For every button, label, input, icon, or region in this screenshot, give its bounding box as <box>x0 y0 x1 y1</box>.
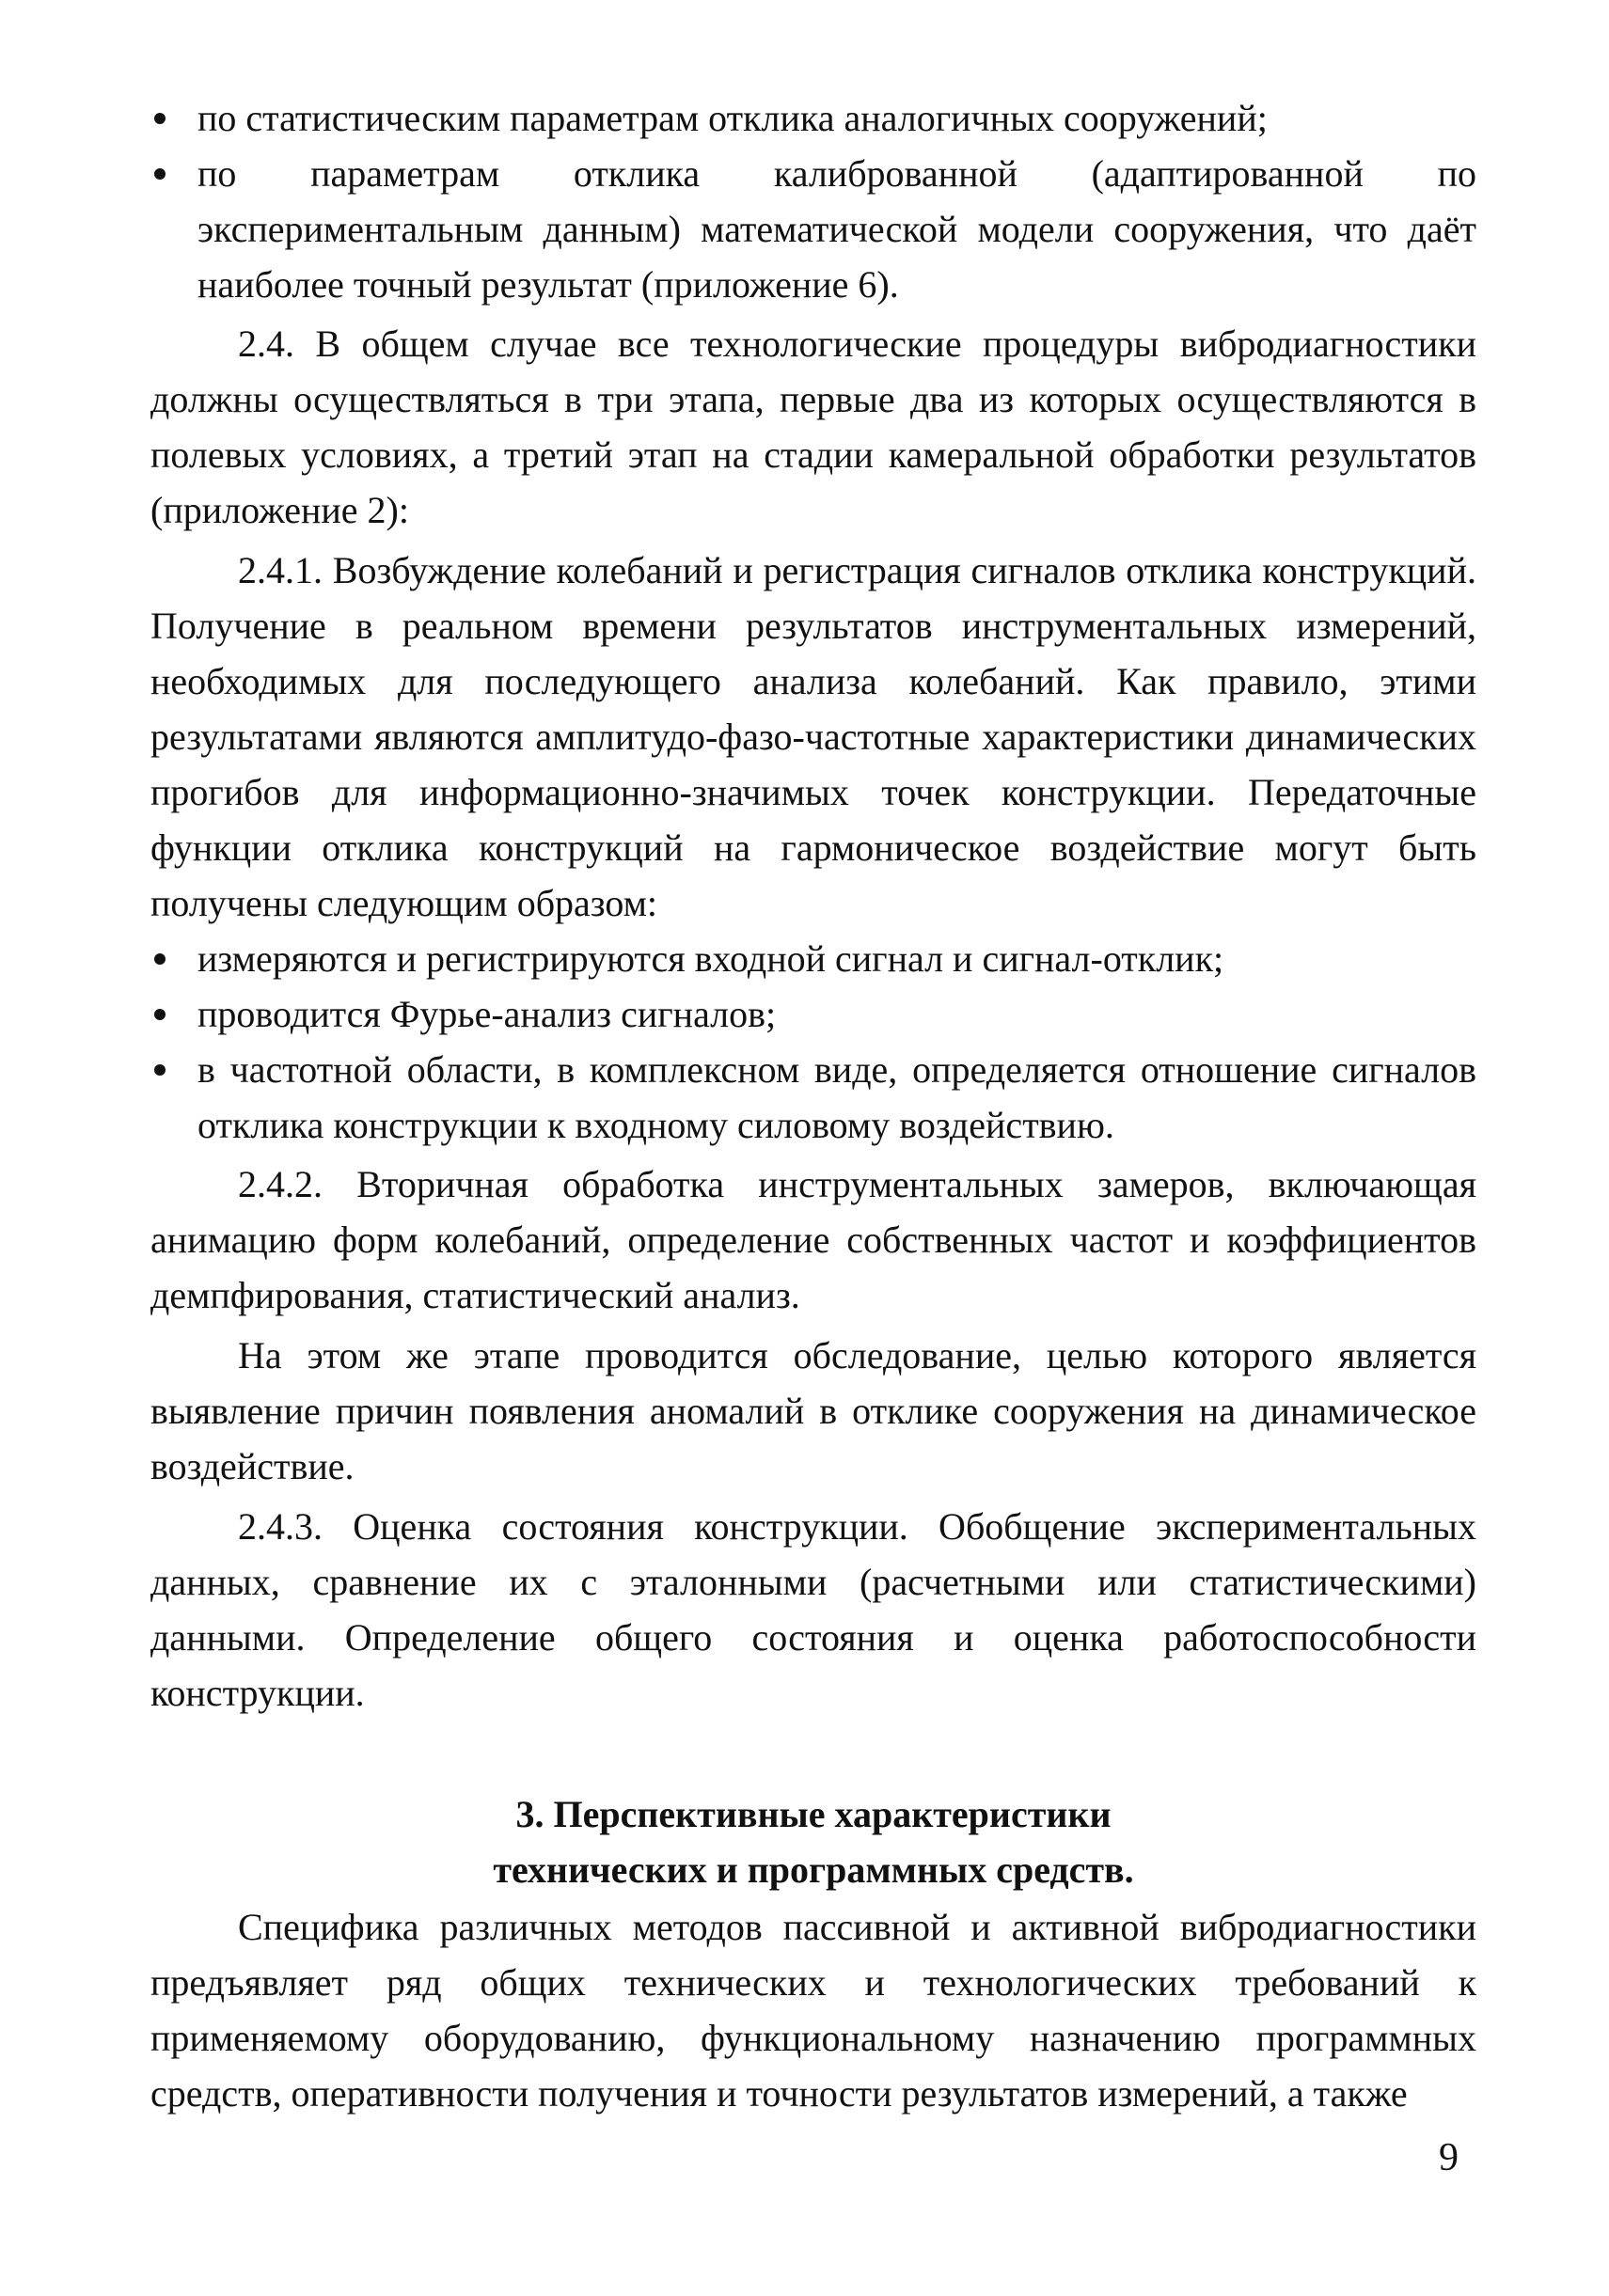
paragraph-2-4: 2.4. В общем случае все технологические процедуры вибродиагностики должны осуществляться в три этапа, первые два из которых осуществляются в полевых условиях, а третий этап на стадии камеральной обработки результатов (приложение 2): <box>150 322 1476 531</box>
paragraph-2-4-3: 2.4.3. Оценка состояния конструкции. Обобщение экспериментальных данных, сравнение их с эталонными (расчетными или статистическими) данными. Определение общего состояния и оценка работоспособности конструкции. <box>150 1505 1476 1714</box>
list-item: измеряются и регистрируются входной сигнал и сигнал-отклик; <box>150 931 1476 986</box>
section-heading-line-1: 3. Перспективные характеристики <box>515 1793 1112 1835</box>
list-item: по статистическим параметрам отклика аналогичных сооружений; <box>150 90 1476 146</box>
bullet-icon <box>154 1064 166 1076</box>
section-heading <box>150 1786 1476 1897</box>
bullet-icon <box>154 168 166 180</box>
bullet-list-mid <box>150 931 1476 1153</box>
bullet-icon <box>154 953 166 965</box>
page-content <box>150 90 1476 2121</box>
bullet-list-top <box>150 90 1476 312</box>
list-item: проводится Фурье-анализ сигналов; <box>150 986 1476 1042</box>
list-item: в частотной области, в комплексном виде, определяется отношение сигналов отклика конструкции к входному силовому воздействию. <box>150 1042 1476 1153</box>
list-item: по параметрам отклика калиброванной (адаптированной по экспериментальным данным) математической модели сооружения, что даёт наиболее точный результат (приложение 6). <box>150 146 1476 312</box>
bullet-icon <box>154 1009 166 1020</box>
section-heading-line-2: технических и программных средств. <box>493 1848 1134 1891</box>
paragraph-stage: На этом же этапе проводится обследование, целью которого является выявление причин появления аномалий в отклике сооружения на динамическое воздействие. <box>150 1334 1476 1487</box>
paragraph-2-4-2: 2.4.2. Вторичная обработка инструментальных замеров, включающая анимацию форм колебаний, определение собственных частот и коэффициентов демпфирования, статистический анализ. <box>150 1163 1476 1316</box>
paragraph-2-4-1: 2.4.1. Возбуждение колебаний и регистрация сигналов отклика конструкций. Получение в реальном времени результатов инструментальных измерений, необходимых для последующего анализа колебаний. Как правило, этими результатами являются амплитудо-фазо-частотные характеристики динамических прогибов для информационно-значимых точек конструкции. Передаточные функции отклика конструкций на гармоническое воздействие могут быть получены следующим образом: <box>150 549 1476 924</box>
paragraph-section-3: Специфика различных методов пассивной и активной вибродиагностики предъявляет ряд общих технических и технологических требований к применяемому оборудованию, функциональному назначению программных средств, оперативности получения и точности результатов измерений, а также <box>150 1906 1476 2115</box>
bullet-icon <box>154 113 166 124</box>
page-number: 9 <box>1439 2136 1459 2179</box>
